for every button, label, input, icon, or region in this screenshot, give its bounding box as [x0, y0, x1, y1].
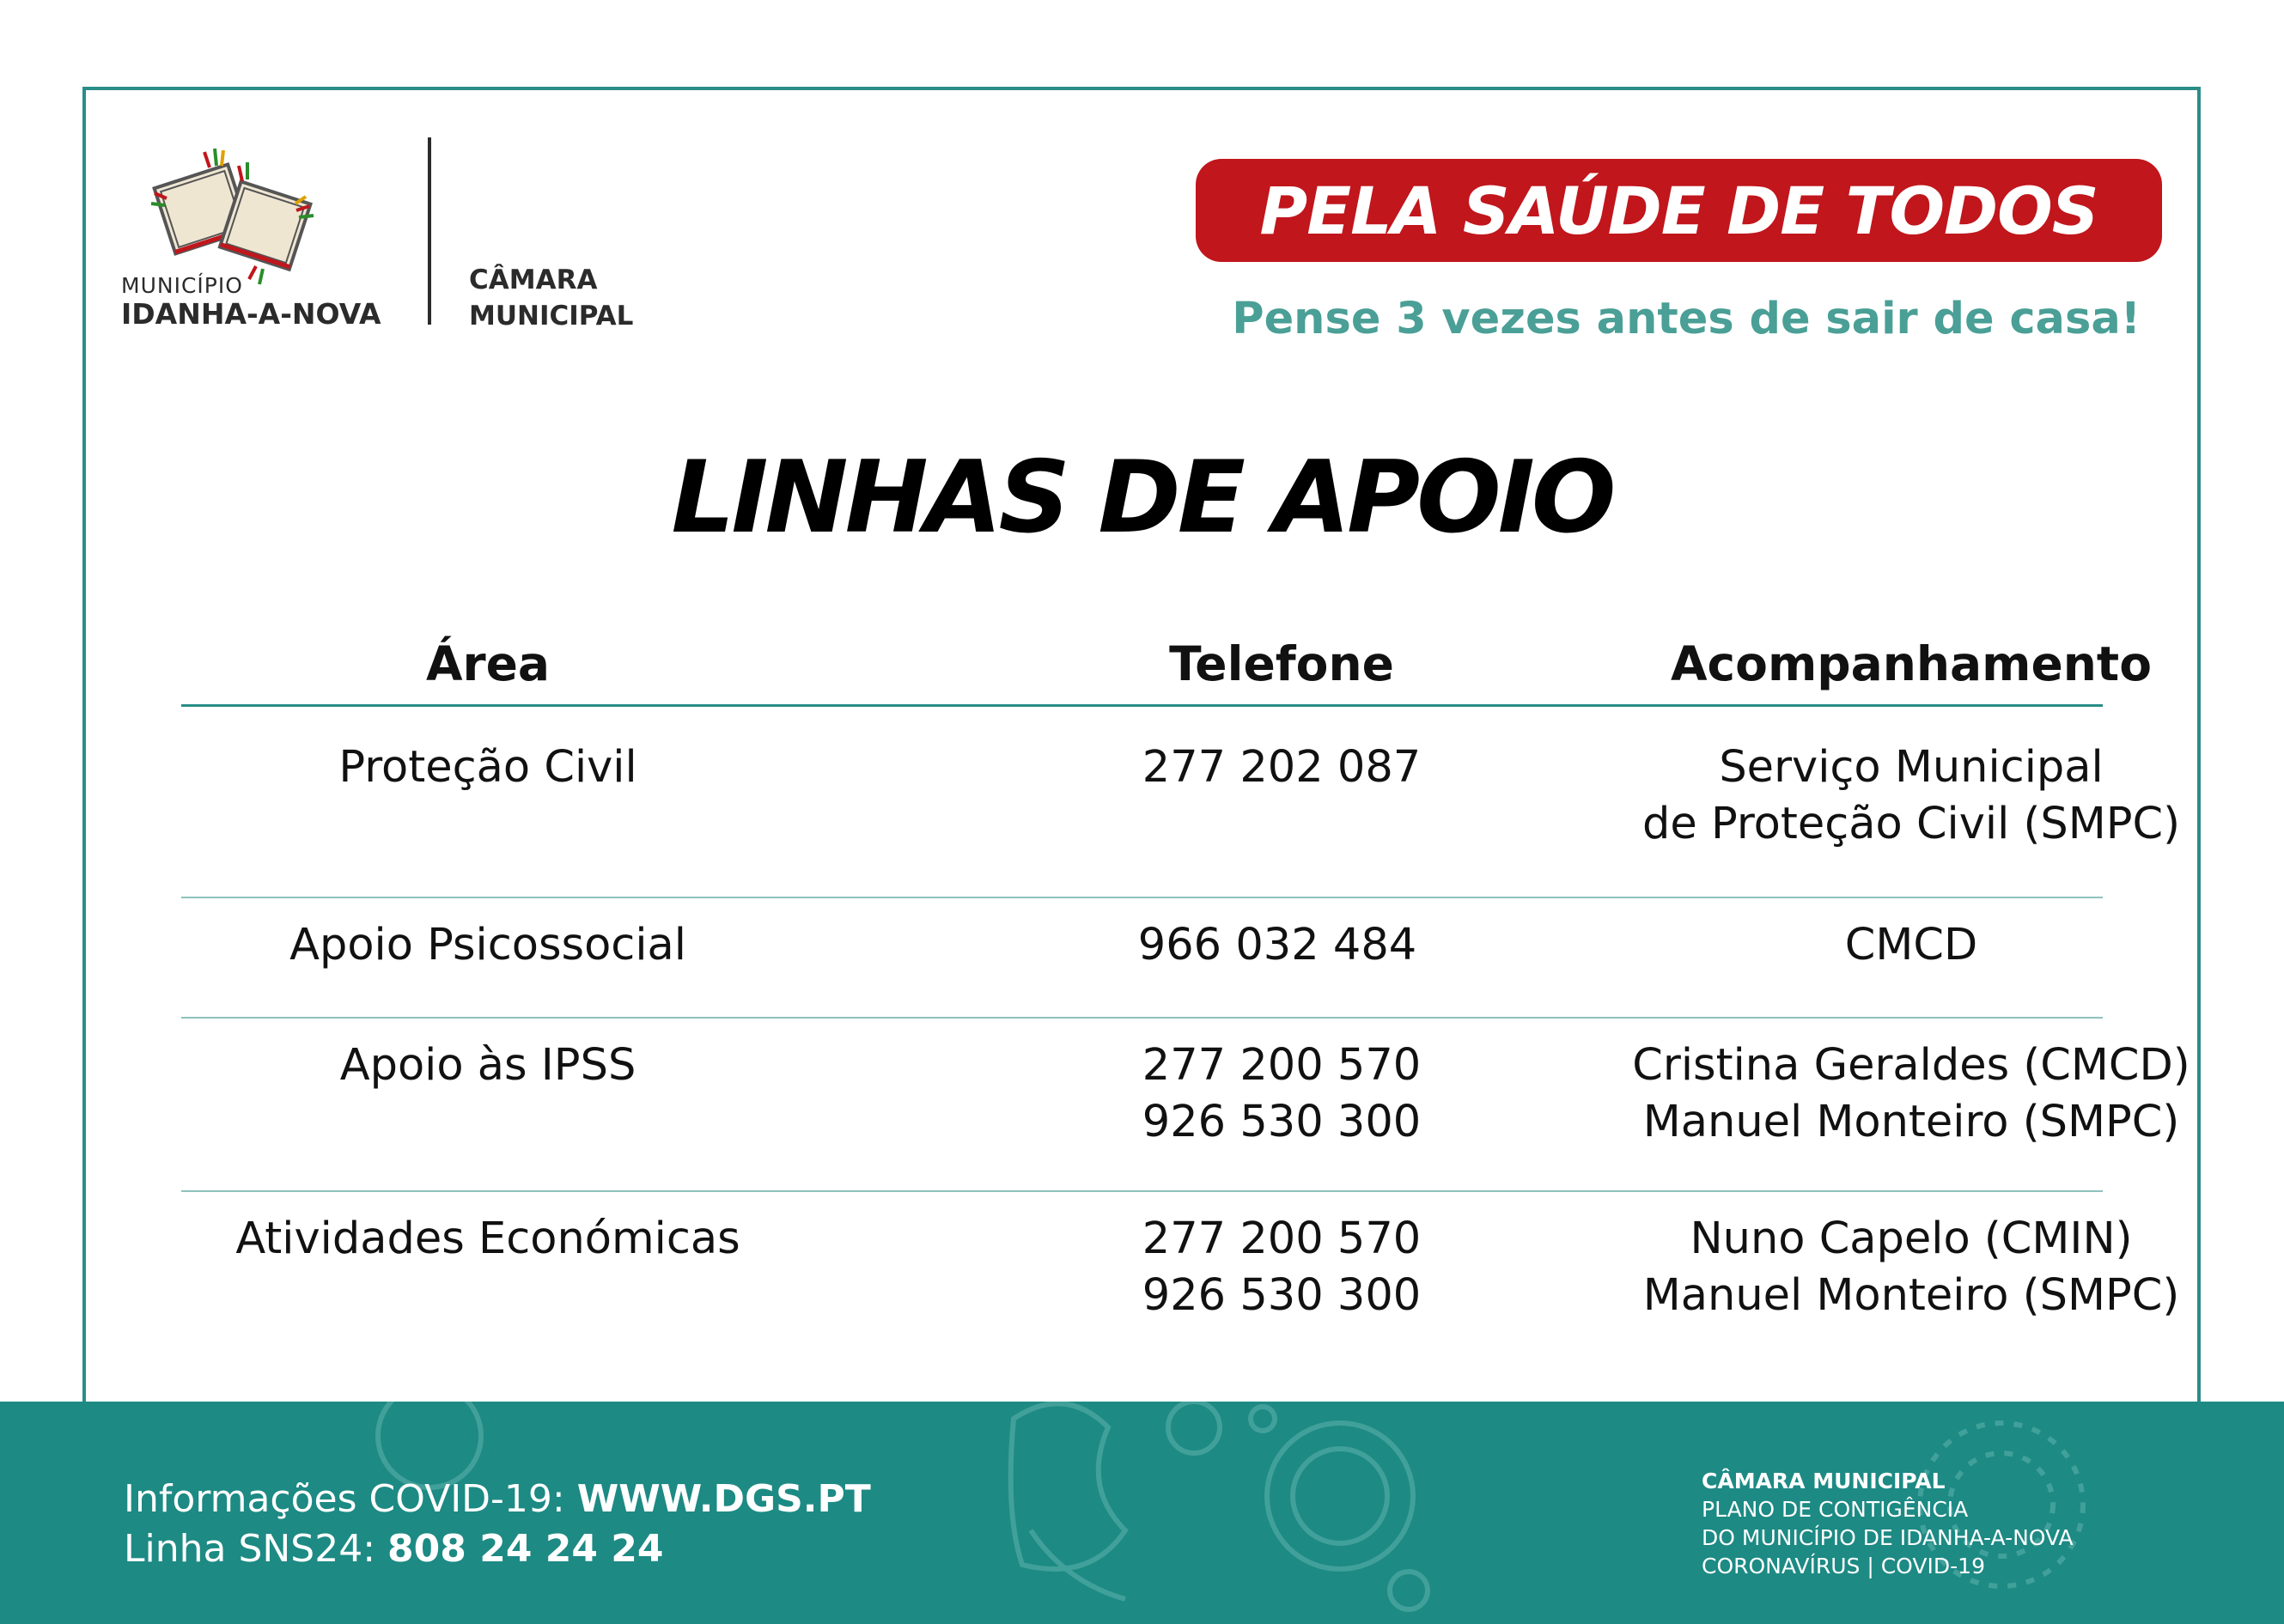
row-contact: Serviço Municipal: [1719, 742, 2104, 793]
footer-plan-info: [1702, 1467, 2074, 1580]
page-title: LINHAS DE APOIO: [671, 440, 1613, 556]
table-row: [181, 707, 2180, 879]
row-phone: 277 200 570: [1142, 1213, 1422, 1264]
footer-bar: [0, 1402, 2284, 1624]
row-contact-line2: de Proteção Civil (SMPC): [1642, 799, 2180, 849]
row-contact: Nuno Capelo (CMIN): [1690, 1213, 2133, 1264]
sns-label: Linha SNS24:: [124, 1527, 388, 1571]
tagline: Pense 3 vezes antes de sair de casa!: [1232, 294, 2141, 344]
row-contact: Cristina Geraldes (CMCD): [1632, 1040, 2190, 1091]
row-area: Apoio às IPSS: [339, 1040, 636, 1091]
sns-line: [124, 1527, 664, 1571]
camara-label-line1: CÂMARA: [469, 265, 598, 295]
row-contact: CMCD: [1844, 920, 1978, 970]
row-area: Atividades Económicas: [235, 1213, 740, 1264]
header-acompanhamento: Acompanhamento: [1670, 636, 2153, 691]
header-telefone: Telefone: [1169, 636, 1394, 691]
row-contact-line2: Manuel Monteiro (SMPC): [1642, 1097, 2180, 1147]
municipio-label: MUNICÍPIO: [121, 273, 243, 298]
health-banner: [1196, 159, 2162, 262]
row-area: Proteção Civil: [338, 742, 637, 793]
header-area: Área: [425, 636, 551, 691]
table-header: [181, 627, 2153, 706]
row-phone: 966 032 484: [1137, 920, 1417, 970]
table-row: [181, 898, 2103, 1019]
row-contact-line2: Manuel Monteiro (SMPC): [1642, 1270, 2180, 1321]
covid-info-label: Informações COVID-19:: [124, 1477, 577, 1521]
footer-municipio: DO MUNICÍPIO DE IDANHA-A-NOVA: [1702, 1525, 2074, 1550]
dgs-link[interactable]: WWW.DGS.PT: [576, 1477, 871, 1521]
footer-covid: CORONAVÍRUS | COVID-19: [1702, 1554, 1985, 1578]
municipio-name: IDANHA-A-NOVA: [121, 297, 381, 331]
row-phone: 277 202 087: [1142, 742, 1422, 793]
sns-number: 808 24 24 24: [387, 1527, 664, 1571]
row-phone-line2: 926 530 300: [1142, 1270, 1422, 1321]
camara-label-line2: MUNICIPAL: [469, 301, 634, 331]
covid-info-line: [124, 1477, 871, 1521]
footer-plan: PLANO DE CONTIGÊNCIA: [1702, 1497, 1969, 1522]
banner-text: PELA SAÚDE DE TODOS: [1259, 172, 2098, 249]
table-row: [181, 1019, 2190, 1190]
support-lines-table: [181, 627, 2190, 1321]
footer-camara: CÂMARA MUNICIPAL: [1702, 1469, 1946, 1493]
municipio-logo-icon: [137, 142, 331, 292]
logo-divider: [428, 137, 431, 325]
row-phone-line2: 926 530 300: [1142, 1097, 1422, 1147]
row-area: Apoio Psicossocial: [289, 920, 686, 970]
table-row: [181, 1192, 2180, 1364]
row-phone: 277 200 570: [1142, 1040, 1422, 1091]
